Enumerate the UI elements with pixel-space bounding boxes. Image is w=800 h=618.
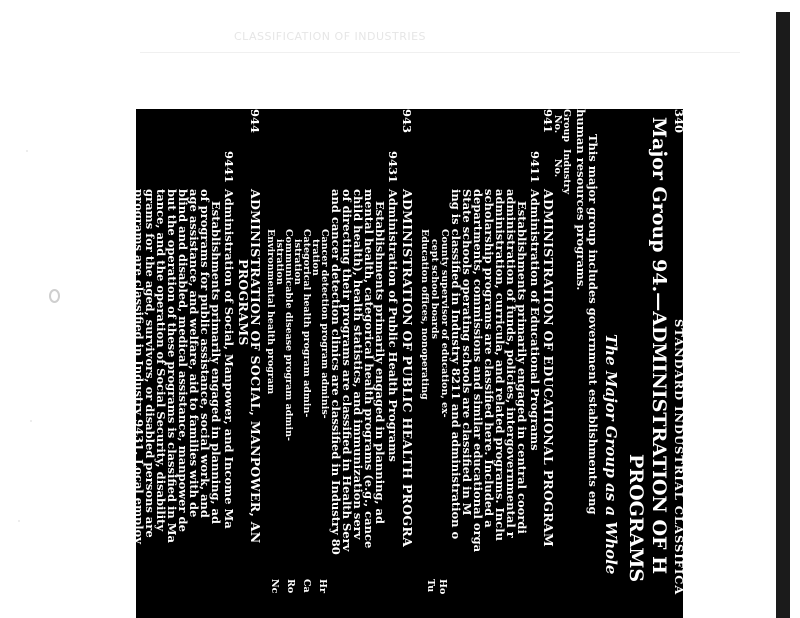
scroll-edge-bar[interactable]	[776, 12, 790, 618]
scan-speck	[26, 150, 28, 152]
body-text-line: of directing their programs are classified in Health Serv	[340, 189, 354, 552]
group-title: ADMINISTRATION OF EDUCATIONAL PROGRAM	[541, 189, 556, 548]
body-text-line: blind and disabled, medical assistance, manpower de	[176, 189, 190, 532]
scan-speck	[18, 520, 20, 522]
body-text-line: administration of funds, policies, intergovernmental r	[504, 189, 518, 538]
running-head: STANDARD INDUSTRIAL CLASSIFICA	[672, 319, 686, 596]
group-title-line-2: PROGRAMS	[236, 259, 251, 346]
major-group-title: Major Group 94.—ADMINISTRATION OF H	[648, 117, 670, 575]
industry-title: Administration of Social, Manpower, and Income Ma	[222, 189, 236, 529]
example-entry: Communicable disease program admin-	[283, 229, 294, 441]
industry-code: 9411	[528, 151, 542, 184]
binder-ring-mark	[49, 289, 60, 303]
group-code: 944	[248, 109, 262, 134]
group-code: 943	[400, 109, 414, 134]
body-text-line: Establishments primarily engaged in planning, ad	[209, 201, 223, 524]
example-entry: cept school boards	[429, 239, 440, 339]
body-text-line: State schools operating schools are classified in M	[460, 189, 474, 516]
section-heading-whole: The Major Group as a Whole	[602, 334, 620, 575]
right-column-fragment: Tu	[425, 579, 436, 593]
body-text-line: grams for the aged, survivors, or disabled persons are	[143, 189, 157, 538]
right-column-fragment: Nc	[269, 579, 280, 594]
right-column-fragment: We	[85, 579, 96, 595]
page-number: 340	[672, 109, 686, 134]
column-header-no-2: No.	[552, 159, 563, 178]
intro-text-line: human resources programs.	[574, 109, 588, 291]
right-column-fragment: Ro	[285, 579, 296, 594]
body-text-line: of programs for public assistance, social work, and	[198, 189, 212, 518]
right-column-fragment: Hr	[317, 579, 328, 593]
major-group-title-line-2: PROGRAMS	[625, 454, 647, 583]
example-entry: Education offices, nonoperating	[419, 229, 430, 400]
rotated-page-content	[73, 109, 686, 618]
body-text-line: but the operation of these programs is classified in Ma	[165, 189, 179, 543]
header-divider	[140, 52, 740, 53]
right-column-fragment: Wo	[73, 579, 84, 596]
example-entry: Cancer detection program adminis-	[319, 229, 330, 419]
body-text-line: administration, curricula, and related programs. Inclu	[493, 189, 507, 541]
example-entry: Public welfare administration, nonop-	[84, 229, 95, 432]
body-text-line: scholarship programs are classified here. Included a	[482, 189, 496, 528]
right-column-fragment: Ho	[437, 579, 448, 595]
example-entry: erating	[75, 239, 86, 278]
body-text-line: in Industry 7361.	[121, 189, 135, 301]
body-text-line: departments, commissions and similar educational orga	[471, 189, 485, 553]
body-text-line: and cancer detection clinics are classified in Industry 80	[329, 189, 343, 555]
body-text-line: age assistance, and welfare, aid to families with de	[187, 189, 201, 518]
industry-title: Administration of Educational Programs	[528, 189, 542, 451]
industry-code: 9441	[222, 151, 236, 184]
body-text-line: child health), health statistics, and immunization serv	[351, 189, 365, 540]
body-text-line: ing is classified in Industry 8211 and administration o	[449, 189, 463, 540]
column-header-no: No.	[552, 115, 563, 134]
group-code: 941	[541, 109, 555, 134]
example-entry: Environmental health program	[265, 229, 276, 395]
scan-speck	[30, 420, 32, 422]
body-text-line: programs are classified in Industry 9431. Local employ	[132, 189, 146, 544]
scanned-page	[73, 109, 686, 618]
example-entry: tration	[310, 239, 321, 276]
example-entry: istration	[292, 239, 303, 285]
example-entry: istration	[274, 239, 285, 285]
body-text-line: Establishments primarily engaged in planning, ad	[373, 201, 387, 524]
industry-code: 9431	[386, 151, 400, 184]
body-text-line: mental health, categorical health programs (e.g., cance	[362, 189, 376, 549]
right-column-fragment: Ea	[99, 579, 110, 593]
intro-text-line: This major group includes government establishments eng	[586, 134, 600, 515]
column-header-group: Group	[561, 109, 572, 143]
group-title: ADMINISTRATION OF PUBLIC HEALTH PROGRA	[400, 189, 415, 548]
example-entry: Equal employment opportunities office	[111, 229, 122, 437]
example-entry: tion	[93, 239, 104, 261]
body-text-line: tance, and the operation of Social Security, disability	[154, 189, 168, 532]
right-column-fragment: Ca	[301, 579, 312, 593]
body-text-line: Establishments primarily engaged in central coordi	[515, 201, 529, 534]
example-entry: County supervisor of education, ex-	[439, 229, 450, 418]
example-entry: Categorical health program admin-	[301, 229, 312, 418]
industry-title: Administration of Public Health Programs	[386, 189, 400, 462]
group-title: ADMINISTRATION OF SOCIAL, MANPOWER, AN	[248, 189, 263, 544]
column-header-industry: Industry	[561, 149, 572, 195]
example-entry: Medical assistance program administra-	[102, 229, 113, 445]
document-title: CLASSIFICATION OF INDUSTRIES	[233, 30, 427, 43]
